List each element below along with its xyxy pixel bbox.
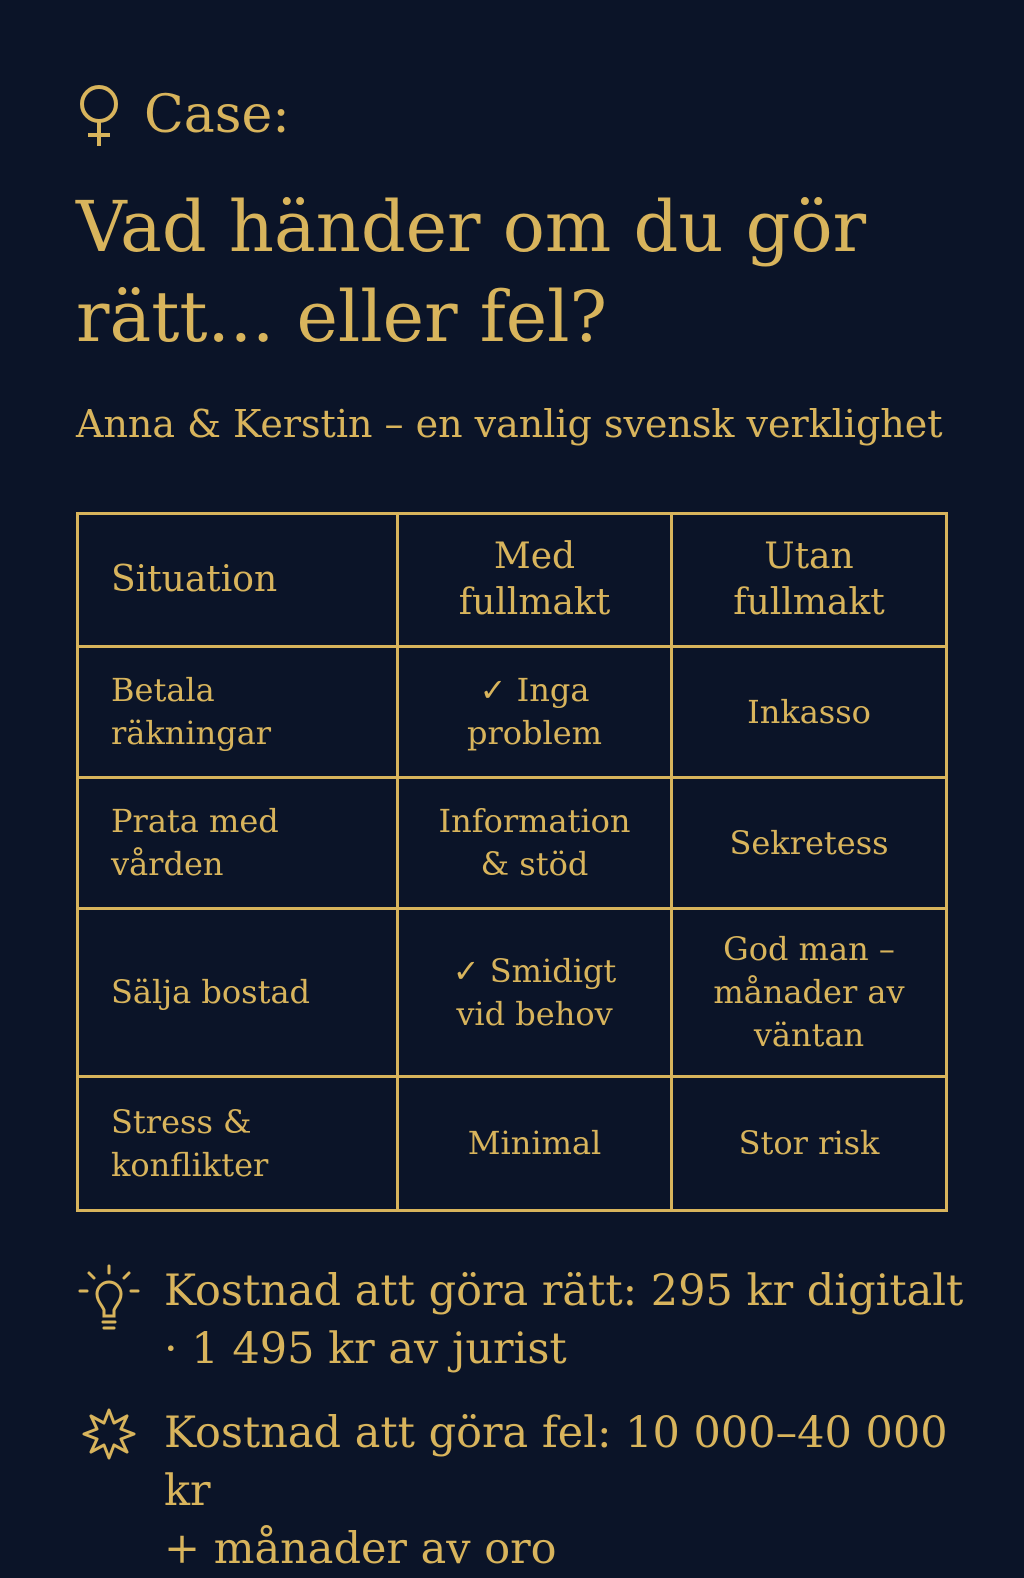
cell-situation: Stress & konflikter — [79, 1078, 399, 1209]
cost-wrong-note — [76, 1404, 976, 1578]
cell-without-poa: Inkasso — [747, 692, 871, 731]
lightbulb-icon — [76, 1262, 142, 1336]
cell-with-poa: Information & stöd — [399, 779, 673, 907]
column-header-situation: Situation — [79, 515, 399, 645]
cost-right-note — [76, 1262, 976, 1378]
case-eyebrow — [76, 82, 290, 148]
cell-situation: Prata med vården — [79, 779, 399, 907]
venus-icon — [76, 82, 122, 148]
cell-with-poa: ✓ Smidigt vid behov — [399, 910, 673, 1075]
column-header-with-poa: Med fullmakt — [399, 515, 673, 645]
cost-wrong-text: Kostnad att göra fel: 10 000–40 000 kr + månader av oro — [164, 1408, 948, 1574]
eyebrow-label: Case: — [144, 85, 290, 145]
cell-situation: Betala räkningar — [79, 648, 399, 776]
cell-with-poa: ✓ Inga problem — [399, 648, 673, 776]
column-header-without-poa: Utan fullmakt — [733, 536, 885, 623]
table-row — [79, 1078, 945, 1209]
table-row — [79, 779, 945, 910]
page-title: Vad händer om du gör rätt... eller fel? — [76, 186, 867, 358]
table-row — [79, 910, 945, 1078]
cell-with-poa: Minimal — [399, 1078, 673, 1209]
cell-without-poa: Sekretess — [729, 823, 889, 862]
page-subtitle: Anna & Kerstin – en vanlig svensk verklighet — [76, 402, 943, 446]
cell-situation: Sälja bostad — [79, 910, 399, 1075]
table-header-row — [79, 515, 945, 648]
starburst-icon — [76, 1404, 142, 1462]
comparison-table — [76, 512, 948, 1212]
cell-without-poa: Stor risk — [738, 1124, 880, 1162]
table-row — [79, 648, 945, 779]
cell-without-poa: God man – månader av väntan — [713, 930, 905, 1054]
cost-right-text: Kostnad att göra rätt: 295 kr digitalt · 1 495 kr av jurist — [164, 1266, 964, 1374]
